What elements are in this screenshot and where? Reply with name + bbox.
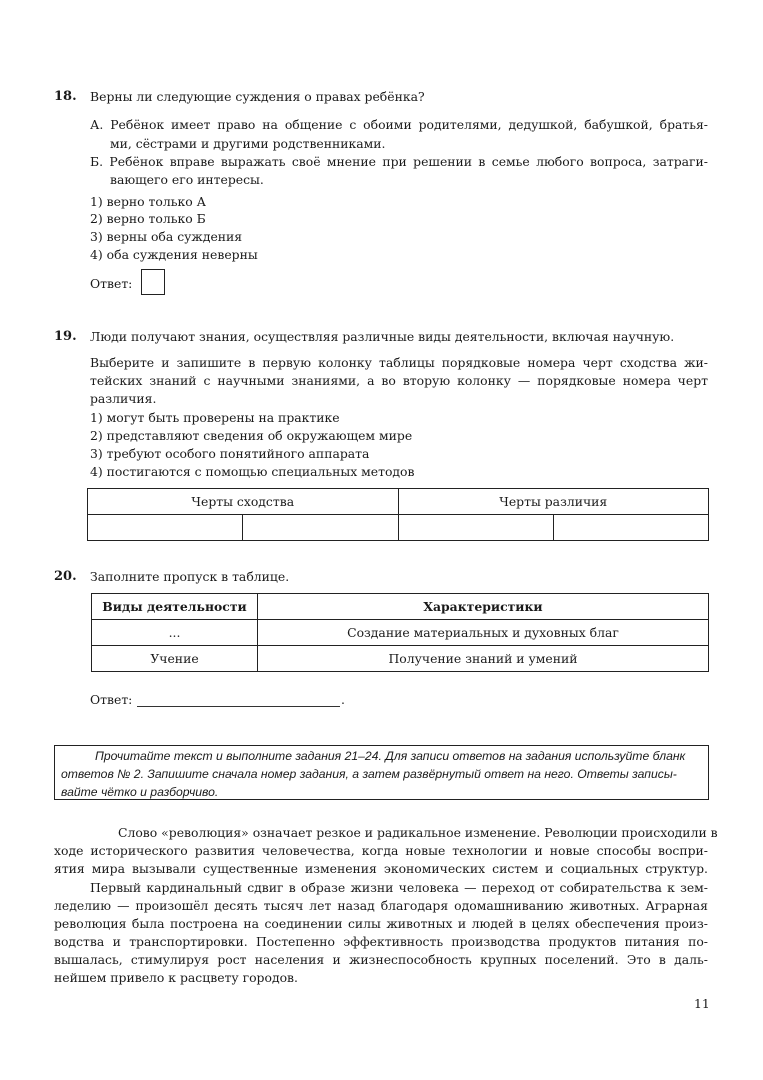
paragraph-1-line-1: Слово «революция» означает резкое и радикальное изменение. Революции происходили в (118, 825, 718, 840)
statement-b-line-1: Б. Ребёнок вправе выражать своё мнение при решении в семье любого вопроса, затраги- (90, 154, 708, 169)
question-text: Заполните пропуск в таблице. (90, 569, 290, 584)
answer-label: Ответ: (90, 692, 133, 707)
option-4: 4) постигаются с помощью специальных методов (90, 464, 415, 479)
similarity-cell-2[interactable] (243, 515, 398, 541)
header-activity-types: Виды деятельности (92, 594, 258, 620)
answer-line[interactable] (137, 705, 340, 707)
instruction-line-1: Выберите и запишите в первую колонку таблицы порядковые номера черт сходства жи- (90, 355, 708, 370)
notice-line-1: Прочитайте текст и выполните задания 21–24. Для записи ответов на задания используйте бланк (95, 749, 686, 763)
statement-b-line-2: вающего его интересы. (110, 172, 264, 187)
answer-period: . (341, 692, 345, 707)
instruction-notice-box (54, 745, 709, 800)
paragraph-1-line-3: ятия мира вызывали существенные изменения экономических систем и социальных структур. (54, 861, 708, 876)
option-3: 3) требуют особого понятийного аппарата (90, 446, 370, 461)
option-2: 2) представляют сведения об окружающем мире (90, 428, 413, 443)
paragraph-2-line-1: Первый кардинальный сдвиг в образе жизни человека — переход от собирательства к зем- (90, 880, 708, 895)
paragraph-2-line-4: водства и транспортировки. Постепенно эффективность производства продуктов питания по- (54, 934, 708, 949)
question-number: 20. (54, 569, 77, 584)
page-number: 11 (694, 996, 710, 1011)
similarities-differences-table (87, 488, 709, 541)
question-number: 19. (54, 329, 77, 344)
header-characteristics: Характеристики (258, 594, 709, 620)
instruction-line-3: различия. (90, 391, 157, 406)
instruction-line-2: тейских знаний с научными знаниями, а во вторую колонку — порядковые номера черт (90, 373, 708, 388)
statement-a-line-2: ми, сёстрами и другими родственниками. (110, 136, 386, 151)
question-number: 18. (54, 89, 77, 104)
difference-cell-1[interactable] (398, 515, 553, 541)
activity-cell: ... (92, 620, 258, 646)
paragraph-2-line-2: леделию — произошёл десять тысяч лет назад благодаря одомашниванию животных. Аграрная (54, 898, 708, 913)
characteristic-cell: Создание материальных и духовных благ (258, 620, 709, 646)
question-text: Верны ли следующие суждения о правах ребёнка? (90, 89, 425, 104)
notice-line-3: вайте чётко и разборчиво. (61, 785, 219, 799)
statement-a-line-1: А. Ребёнок имеет право на общение с обоими родителями, дедушкой, бабушкой, братья- (90, 117, 708, 132)
option-3: 3) верны оба суждения (90, 229, 243, 244)
characteristic-cell: Получение знаний и умений (258, 646, 709, 672)
answer-label: Ответ: (90, 276, 133, 291)
similarity-cell-1[interactable] (88, 515, 243, 541)
paragraph-1-line-2: ходе исторического развития человечества, когда новые технологии и новые способы воспри- (54, 843, 708, 858)
notice-line-2: ответов № 2. Запишите сначала номер задания, а затем развёрнутый ответ на него. Ответы записы- (61, 767, 677, 781)
option-4: 4) оба суждения неверны (90, 247, 258, 262)
option-1: 1) верно только А (90, 194, 207, 209)
table-row (92, 646, 709, 672)
activity-cell: Учение (92, 646, 258, 672)
option-2: 2) верно только Б (90, 211, 206, 226)
header-similarities: Черты сходства (88, 489, 399, 515)
paragraph-2-line-3: революция была построена на соединении силы животных и людей в целях обеспечения произ- (54, 916, 708, 931)
table-row (92, 620, 709, 646)
paragraph-2-line-5: вышалась, стимулируя рост населения и жизнеспособность крупных поселений. Это в даль- (54, 952, 708, 967)
activity-characteristics-table (91, 593, 709, 672)
option-1: 1) могут быть проверены на практике (90, 410, 340, 425)
question-text: Люди получают знания, осуществляя различные виды деятельности, включая научную. (90, 329, 675, 344)
header-differences: Черты различия (398, 489, 709, 515)
paragraph-2-line-6: нейшем привело к расцвету городов. (54, 970, 298, 985)
answer-box[interactable] (141, 269, 165, 295)
difference-cell-2[interactable] (553, 515, 708, 541)
